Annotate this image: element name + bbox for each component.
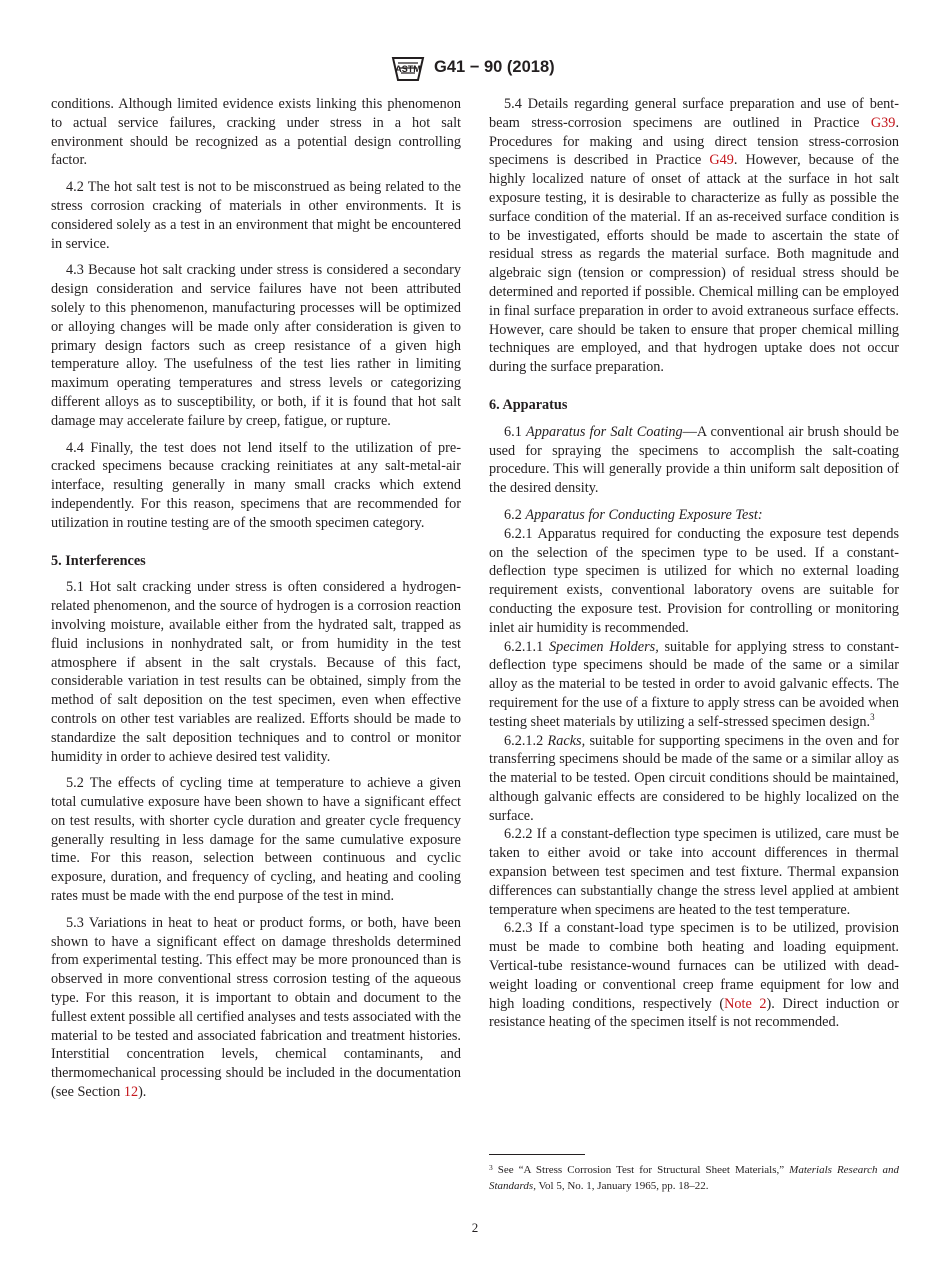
footnote-divider [489, 1154, 585, 1155]
paragraph-6-2-3-b: ). Direct induction or resistance heating of the specimen itself is not recommended. [489, 995, 899, 1031]
paragraph-4-2: 4.2 The hot salt test is not to be misconstrued as being related to the stress corrosion cracking of materials in other environments. It is considered solely as a test in an environment that might be encountered in service. [51, 179, 461, 252]
paragraph-6-1 [489, 423, 899, 498]
paragraph-6-2-3-a: 6.2.3 If a constant-load type specimen is to be utilized, provision must be made to combine both heating and loading equipment. Vertical-tube resistance-wound furnaces can be utilized with dead-weight loading or conventional creep frame equipment for low and high loading conditions, respectively ( [489, 920, 899, 1012]
paragraph-6-2-1-1-num: 6.2.1.1 [504, 638, 549, 655]
section-12-link[interactable]: 12 [123, 1084, 139, 1101]
footnote-3-reference[interactable]: 3 [870, 711, 875, 722]
paragraph-5-1: 5.1 Hot salt cracking under stress is often considered a hydrogen-related phenomenon, and the source of hydrogen is a corrosion reaction involving moisture, available either from the hydrated salt, trapped as fluid inclusions in nonhydrated salt, or from humidity in the test atmosphere if absent in the salt crystals. Because of this fact, considerable variation in test results can be obtained, simply from the method of salt deposition on the test specimen, even when effective controls on other test variables are realized. Efforts should be made to standardize the salt deposition techniques and to control or monitor humidity in order to achieve desired test validity. [51, 579, 461, 765]
note-2-link[interactable]: Note 2 [724, 995, 767, 1012]
paragraph-5-4 [489, 95, 899, 377]
paragraph-6-1-num: 6.1 [504, 423, 526, 440]
paragraph-6-2-title: Apparatus for Conducting Exposure Test: [525, 506, 763, 523]
standard-designation: G41 − 90 (2018) [434, 58, 555, 76]
page-header [0, 55, 950, 85]
paragraph-6-2-1-2-text: suitable for supporting specimens in the oven and for transferring specimens should be made of the same or a similar alloy as the material to be tested. Open circuit conditions should be maintained, although galvanic effects are considered to be highly localized on the surface. [489, 732, 900, 824]
svg-text:ASTM: ASTM [395, 64, 421, 74]
footnote-mark: 3 [489, 1163, 493, 1172]
paragraph-6-2-1-1-text: suitable for applying stress to constant-deflection type specimens should be made of the same or a similar alloy as the material to be tested in order to avoid galvanic effects. The requirement for the use of a fixture to apply stress can be avoided when testing sheet materials by utilizing a self-stressed specimen design. [489, 638, 900, 730]
paragraph-4-3: 4.3 Because hot salt cracking under stress is considered a secondary design consideration and service failures have not been attributed solely to this phenomenon, manufacturing processes will be optimized or alloying changes will be made only after consideration is given to primary design factors such as creep resistance of a given high temperature alloy. The usefulness of the test lies rather in limiting maximum operating temperatures and stress levels or categorizing different alloys as to susceptibility, or both, if it is found that hot salt damage may accelerate failure by creep, fatigue, or rupture. [51, 262, 461, 429]
paragraph-5-3 [51, 914, 461, 1102]
paragraph-5-4-b: . Procedures for making and using direct tension stress-corrosion specimens is described in Practice [489, 114, 899, 169]
paragraph-6-2-2: 6.2.2 If a constant-deflection type specimen is utilized, care must be taken to either avoid or take into account differences in thermal expansion between test specimen and test fixture. Thermal expansion differences can substantially change the stress level applied at ambient temperature when specimens are heated to the test temperature. [489, 826, 899, 918]
paragraph-6-2-1-2 [489, 732, 899, 826]
footnote-journal: Materials Research and Standards [489, 1164, 899, 1192]
practice-g49-link[interactable]: G49 [709, 152, 734, 169]
practice-g39-link[interactable]: G39 [870, 114, 896, 131]
paragraph-4-1-continued: conditions. Although limited evidence exists linking this phenomenon to actual service failures, cracking under stress in a hot salt environment should be recognized as a potential design controlling factor. [51, 96, 461, 169]
paragraph-4-4: 4.4 Finally, the test does not lend itself to the utilization of pre-cracked specimens because cracking reinitiates at any salt-metal-air interface, resulting generally in many small cracks which extend independently. For this reason, specimens that are recommended for utilization in routine testing are of the smooth specimen category. [51, 439, 461, 531]
paragraph-5-3-end: ). [138, 1084, 147, 1101]
right-column [489, 95, 899, 1032]
astm-logo-icon [387, 55, 429, 83]
paragraph-5-2: 5.2 The effects of cycling time at temperature to achieve a given total cumulative exposure have been shown to have a significant effect on test results, with shorter cycle duration and greater cycle frequency generally resulting in less damage for the same cumulative exposure time. For this reason, selection between continuous and cyclic exposure, duration, and frequency of cycling, and heating and cooling rates must be made with the end purpose of the test in mind. [51, 775, 461, 905]
page-number: 2 [471, 1220, 479, 1235]
paragraph-6-2-1: 6.2.1 Apparatus required for conducting the exposure test depends on the selection of the specimen type to be used. If a constant-deflection type specimen is utilized for which no external loading requirement exists, conventional laboratory ovens are suitable for conducting the exposure test. Provision for controlling or monitoring inlet air humidity is recommended. [489, 525, 899, 636]
paragraph-6-2 [489, 506, 899, 525]
paragraph-6-2-1-1-title: Specimen Holders, [548, 638, 659, 655]
paragraph-6-2-num: 6.2 [504, 506, 526, 523]
paragraph-5-4-c: . However, because of the highly localized nature of onset of attack at the surface in hot salt exposure testing, it is desirable to characterize as fully as possible the surface condition of the material. If an as-received surface condition is to be investigated, efforts should be made to ascertain the state of residual stress as regards the material surface. Both magnitude and algebraic sign (tension or compression) of residual stress should be determined and reported if possible. Chemical milling can be employed in final surface preparation in order to avoid extraneous surface effects. However, care should be taken to ensure that proper chemical milling techniques are employed, and that hydrogen uptake does not occur during the surface preparation. [489, 152, 899, 376]
paragraph-6-2-1-2-title: Racks, [547, 732, 586, 749]
paragraph-6-1-text: —A conventional air brush should be used for spraying the specimens to accomplish the salt-coating procedure. This will generally provide a thin uniform salt deposition of the desired density. [489, 423, 899, 497]
paragraph-6-2-1-2-num: 6.2.1.2 [504, 732, 548, 749]
paragraph-6-2-1-1 [489, 638, 899, 732]
paragraph-5-3-text: 5.3 Variations in heat to heat or product forms, or both, have been shown to have a significant effect on damage thresholds determined from experimental testing. This effect may be more pronounced than is observed in more conventional stress corrosion testing of the aqueous type. For this reason, it is important to obtain and document to the fullest extent possible all certified analyses and tests associated with the material to be tested and associated fabrication and treatment histories. Interstitial concentration levels, chemical contaminants, and thermomechanical processing should be included in the documentation (see Section [51, 914, 461, 1101]
paragraph-5-4-a: 5.4 Details regarding general surface preparation and use of bent-beam stress-corrosion specimens are outlined in Practice [489, 96, 899, 131]
footnote-text-b: , Vol 5, No. 1, January 1965, pp. 18–22. [533, 1180, 709, 1192]
left-column [51, 95, 461, 1102]
section-5-heading: 5. Interferences [51, 552, 146, 569]
footnote-text-a: See “A Stress Corrosion Test for Structural Sheet Materials,” [492, 1164, 790, 1176]
paragraph-6-2-3 [489, 919, 899, 1032]
section-6-heading: 6. Apparatus [489, 396, 568, 413]
footnote-3 [489, 1162, 899, 1194]
paragraph-6-1-title: Apparatus for Salt Coating [526, 423, 683, 440]
